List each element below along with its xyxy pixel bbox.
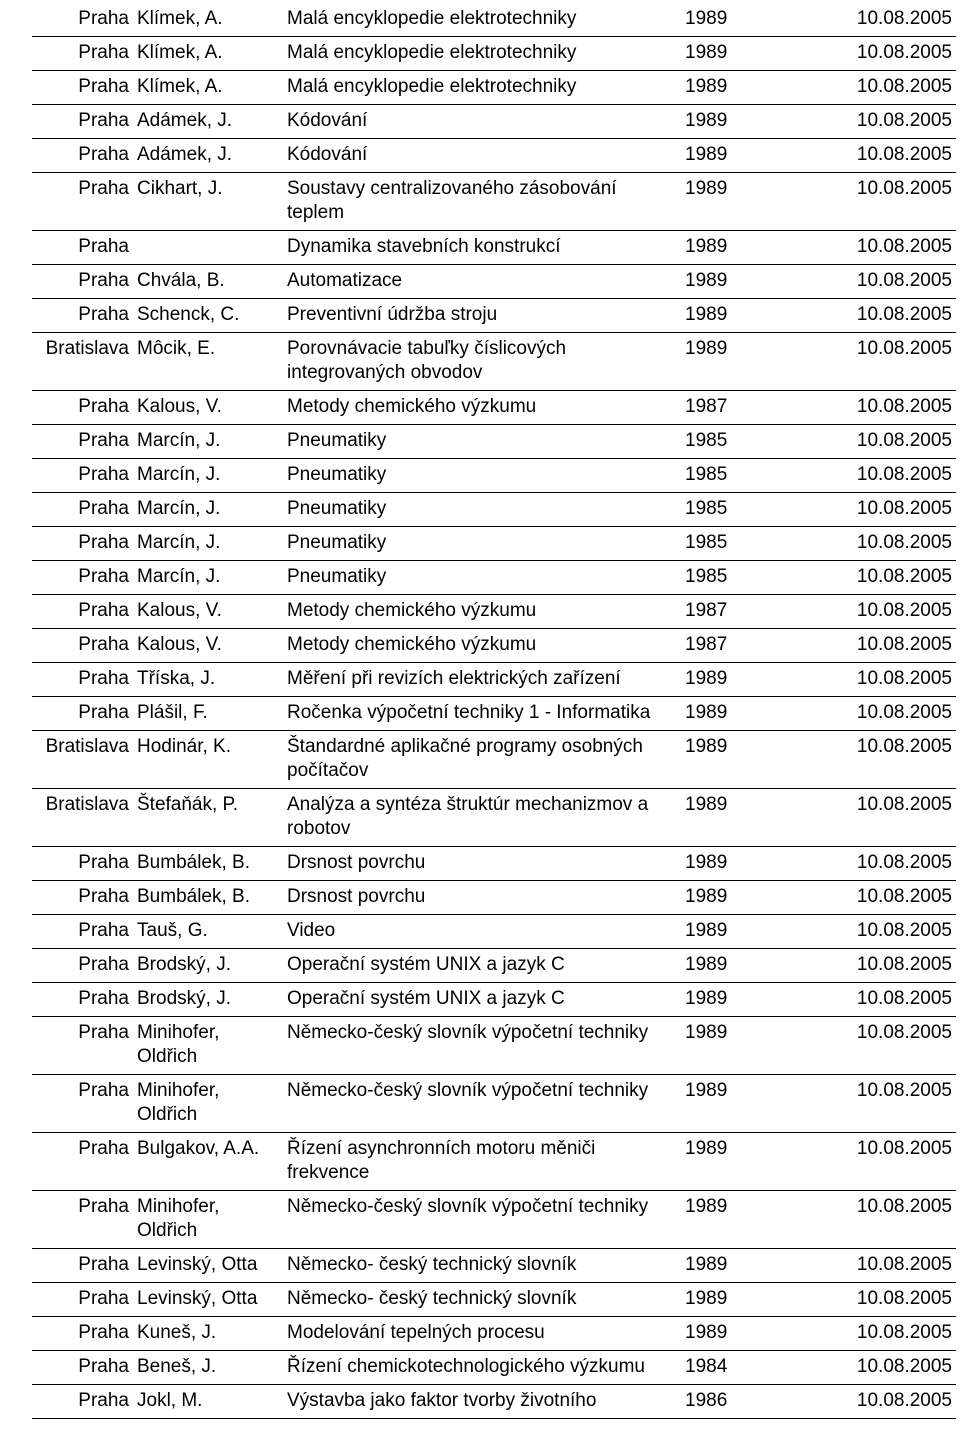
author-cell: Štefaňák, P. bbox=[133, 789, 283, 847]
year-cell: 1989 bbox=[681, 1249, 761, 1283]
date-cell: 10.08.2005 bbox=[761, 915, 956, 949]
date-cell: 10.08.2005 bbox=[761, 949, 956, 983]
table-row bbox=[32, 459, 956, 493]
date-cell: 10.08.2005 bbox=[761, 1075, 956, 1133]
city-cell: Praha bbox=[32, 1133, 133, 1191]
year-cell: 1985 bbox=[681, 493, 761, 527]
city-cell: Praha bbox=[32, 915, 133, 949]
table-row bbox=[32, 697, 956, 731]
table-row bbox=[32, 847, 956, 881]
date-cell: 10.08.2005 bbox=[761, 231, 956, 265]
title-cell: Štandardné aplikačné programy osobných počítačov bbox=[283, 731, 681, 789]
author-cell: Klímek, A. bbox=[133, 37, 283, 71]
city-cell: Praha bbox=[32, 949, 133, 983]
year-cell: 1989 bbox=[681, 731, 761, 789]
year-cell: 1989 bbox=[681, 265, 761, 299]
year-cell: 1984 bbox=[681, 1351, 761, 1385]
author-cell: Klímek, A. bbox=[133, 71, 283, 105]
year-cell: 1987 bbox=[681, 595, 761, 629]
title-cell: Malá encyklopedie elektrotechniky bbox=[283, 71, 681, 105]
title-cell: Soustavy centralizovaného zásobování teplem bbox=[283, 173, 681, 231]
date-cell: 10.08.2005 bbox=[761, 1191, 956, 1249]
table-row bbox=[32, 1283, 956, 1317]
table-row bbox=[32, 425, 956, 459]
title-cell: Německo-český slovník výpočetní techniky bbox=[283, 1017, 681, 1075]
year-cell: 1989 bbox=[681, 881, 761, 915]
author-cell: Klímek, A. bbox=[133, 3, 283, 37]
city-cell: Praha bbox=[32, 1249, 133, 1283]
author-cell: Kalous, V. bbox=[133, 391, 283, 425]
author-cell: Adámek, J. bbox=[133, 139, 283, 173]
date-cell: 10.08.2005 bbox=[761, 629, 956, 663]
title-cell: Drsnost povrchu bbox=[283, 847, 681, 881]
author-cell: Bumbálek, B. bbox=[133, 881, 283, 915]
date-cell: 10.08.2005 bbox=[761, 663, 956, 697]
table-row bbox=[32, 1385, 956, 1419]
date-cell: 10.08.2005 bbox=[761, 697, 956, 731]
year-cell: 1987 bbox=[681, 629, 761, 663]
title-cell: Operační systém UNIX a jazyk C bbox=[283, 983, 681, 1017]
author-cell: Marcín, J. bbox=[133, 459, 283, 493]
author-cell: Hodinár, K. bbox=[133, 731, 283, 789]
date-cell: 10.08.2005 bbox=[761, 71, 956, 105]
table-row bbox=[32, 391, 956, 425]
title-cell: Metody chemického výzkumu bbox=[283, 595, 681, 629]
author-cell: Tříska, J. bbox=[133, 663, 283, 697]
date-cell: 10.08.2005 bbox=[761, 493, 956, 527]
year-cell: 1989 bbox=[681, 71, 761, 105]
table-row bbox=[32, 789, 956, 847]
year-cell: 1989 bbox=[681, 983, 761, 1017]
title-cell: Řízení chemickotechnologického výzkumu bbox=[283, 1351, 681, 1385]
date-cell: 10.08.2005 bbox=[761, 391, 956, 425]
table-row bbox=[32, 1133, 956, 1191]
city-cell: Praha bbox=[32, 3, 133, 37]
author-cell: Kalous, V. bbox=[133, 629, 283, 663]
city-cell: Praha bbox=[32, 881, 133, 915]
author-cell: Kuneš, J. bbox=[133, 1317, 283, 1351]
author-cell bbox=[133, 231, 283, 265]
title-cell: Analýza a syntéza štruktúr mechanizmov a robotov bbox=[283, 789, 681, 847]
table-row bbox=[32, 595, 956, 629]
author-cell: Jokl, M. bbox=[133, 1385, 283, 1419]
date-cell: 10.08.2005 bbox=[761, 105, 956, 139]
city-cell: Praha bbox=[32, 231, 133, 265]
title-cell: Výstavba jako faktor tvorby životního bbox=[283, 1385, 681, 1419]
year-cell: 1989 bbox=[681, 37, 761, 71]
year-cell: 1989 bbox=[681, 1317, 761, 1351]
table-row bbox=[32, 561, 956, 595]
table-row bbox=[32, 1075, 956, 1133]
author-cell: Tauš, G. bbox=[133, 915, 283, 949]
title-cell: Řízení asynchronních motoru měniči frekvence bbox=[283, 1133, 681, 1191]
table-row bbox=[32, 1351, 956, 1385]
year-cell: 1985 bbox=[681, 527, 761, 561]
date-cell: 10.08.2005 bbox=[761, 459, 956, 493]
title-cell: Malá encyklopedie elektrotechniky bbox=[283, 3, 681, 37]
table-row bbox=[32, 265, 956, 299]
year-cell: 1989 bbox=[681, 299, 761, 333]
author-cell: Brodský, J. bbox=[133, 949, 283, 983]
author-cell: Cikhart, J. bbox=[133, 173, 283, 231]
city-cell: Praha bbox=[32, 629, 133, 663]
title-cell: Dynamika stavebních konstrukcí bbox=[283, 231, 681, 265]
date-cell: 10.08.2005 bbox=[761, 1283, 956, 1317]
table-row bbox=[32, 663, 956, 697]
title-cell: Preventivní údržba stroju bbox=[283, 299, 681, 333]
date-cell: 10.08.2005 bbox=[761, 847, 956, 881]
table-row bbox=[32, 173, 956, 231]
author-cell: Levinský, Otta bbox=[133, 1249, 283, 1283]
table-row bbox=[32, 983, 956, 1017]
date-cell: 10.08.2005 bbox=[761, 527, 956, 561]
table-row bbox=[32, 1017, 956, 1075]
title-cell: Pneumatiky bbox=[283, 459, 681, 493]
year-cell: 1989 bbox=[681, 1017, 761, 1075]
author-cell: Chvála, B. bbox=[133, 265, 283, 299]
author-cell: Marcín, J. bbox=[133, 493, 283, 527]
date-cell: 10.08.2005 bbox=[761, 1317, 956, 1351]
author-cell: Minihofer, Oldřich bbox=[133, 1191, 283, 1249]
table-row bbox=[32, 37, 956, 71]
date-cell: 10.08.2005 bbox=[761, 595, 956, 629]
author-cell: Brodský, J. bbox=[133, 983, 283, 1017]
year-cell: 1989 bbox=[681, 1191, 761, 1249]
year-cell: 1989 bbox=[681, 333, 761, 391]
table-row bbox=[32, 731, 956, 789]
author-cell: Schenck, C. bbox=[133, 299, 283, 333]
author-cell: Levinský, Otta bbox=[133, 1283, 283, 1317]
city-cell: Praha bbox=[32, 1075, 133, 1133]
city-cell: Praha bbox=[32, 425, 133, 459]
city-cell: Praha bbox=[32, 527, 133, 561]
title-cell: Video bbox=[283, 915, 681, 949]
date-cell: 10.08.2005 bbox=[761, 881, 956, 915]
date-cell: 10.08.2005 bbox=[761, 265, 956, 299]
date-cell: 10.08.2005 bbox=[761, 3, 956, 37]
date-cell: 10.08.2005 bbox=[761, 173, 956, 231]
title-cell: Pneumatiky bbox=[283, 527, 681, 561]
author-cell: Bumbálek, B. bbox=[133, 847, 283, 881]
title-cell: Drsnost povrchu bbox=[283, 881, 681, 915]
year-cell: 1989 bbox=[681, 789, 761, 847]
table-row bbox=[32, 881, 956, 915]
city-cell: Praha bbox=[32, 1351, 133, 1385]
city-cell: Praha bbox=[32, 847, 133, 881]
table-row bbox=[32, 333, 956, 391]
city-cell: Praha bbox=[32, 1385, 133, 1419]
title-cell: Malá encyklopedie elektrotechniky bbox=[283, 37, 681, 71]
city-cell: Praha bbox=[32, 663, 133, 697]
title-cell: Německo- český technický slovník bbox=[283, 1283, 681, 1317]
date-cell: 10.08.2005 bbox=[761, 425, 956, 459]
year-cell: 1989 bbox=[681, 949, 761, 983]
year-cell: 1989 bbox=[681, 231, 761, 265]
author-cell: Beneš, J. bbox=[133, 1351, 283, 1385]
table-row bbox=[32, 949, 956, 983]
city-cell: Praha bbox=[32, 561, 133, 595]
table-row bbox=[32, 105, 956, 139]
table-row bbox=[32, 915, 956, 949]
city-cell: Praha bbox=[32, 1317, 133, 1351]
city-cell: Bratislava bbox=[32, 333, 133, 391]
year-cell: 1989 bbox=[681, 139, 761, 173]
date-cell: 10.08.2005 bbox=[761, 1351, 956, 1385]
city-cell: Bratislava bbox=[32, 789, 133, 847]
date-cell: 10.08.2005 bbox=[761, 731, 956, 789]
city-cell: Praha bbox=[32, 71, 133, 105]
table-body bbox=[32, 3, 956, 1419]
year-cell: 1989 bbox=[681, 105, 761, 139]
table-row bbox=[32, 493, 956, 527]
author-cell: Adámek, J. bbox=[133, 105, 283, 139]
city-cell: Praha bbox=[32, 1191, 133, 1249]
year-cell: 1989 bbox=[681, 1133, 761, 1191]
city-cell: Praha bbox=[32, 1017, 133, 1075]
date-cell: 10.08.2005 bbox=[761, 561, 956, 595]
title-cell: Kódování bbox=[283, 105, 681, 139]
title-cell: Německo-český slovník výpočetní techniky bbox=[283, 1191, 681, 1249]
city-cell: Praha bbox=[32, 1283, 133, 1317]
title-cell: Operační systém UNIX a jazyk C bbox=[283, 949, 681, 983]
table-row bbox=[32, 1249, 956, 1283]
city-cell: Bratislava bbox=[32, 731, 133, 789]
author-cell: Marcín, J. bbox=[133, 561, 283, 595]
year-cell: 1989 bbox=[681, 1283, 761, 1317]
author-cell: Marcín, J. bbox=[133, 425, 283, 459]
title-cell: Modelování tepelných procesu bbox=[283, 1317, 681, 1351]
author-cell: Kalous, V. bbox=[133, 595, 283, 629]
year-cell: 1985 bbox=[681, 459, 761, 493]
city-cell: Praha bbox=[32, 983, 133, 1017]
author-cell: Marcín, J. bbox=[133, 527, 283, 561]
table-row bbox=[32, 1317, 956, 1351]
table-row bbox=[32, 527, 956, 561]
title-cell: Německo- český technický slovník bbox=[283, 1249, 681, 1283]
title-cell: Metody chemického výzkumu bbox=[283, 629, 681, 663]
table-row bbox=[32, 71, 956, 105]
catalog-table bbox=[32, 3, 956, 1419]
table-row bbox=[32, 3, 956, 37]
title-cell: Porovnávacie tabuľky číslicových integrovaných obvodov bbox=[283, 333, 681, 391]
date-cell: 10.08.2005 bbox=[761, 1133, 956, 1191]
date-cell: 10.08.2005 bbox=[761, 1249, 956, 1283]
author-cell: Minihofer, Oldřich bbox=[133, 1017, 283, 1075]
year-cell: 1989 bbox=[681, 847, 761, 881]
title-cell: Německo-český slovník výpočetní techniky bbox=[283, 1075, 681, 1133]
city-cell: Praha bbox=[32, 299, 133, 333]
table-row bbox=[32, 299, 956, 333]
city-cell: Praha bbox=[32, 265, 133, 299]
year-cell: 1989 bbox=[681, 3, 761, 37]
author-cell: Plášil, F. bbox=[133, 697, 283, 731]
date-cell: 10.08.2005 bbox=[761, 37, 956, 71]
city-cell: Praha bbox=[32, 459, 133, 493]
year-cell: 1989 bbox=[681, 173, 761, 231]
date-cell: 10.08.2005 bbox=[761, 789, 956, 847]
city-cell: Praha bbox=[32, 697, 133, 731]
author-cell: Minihofer, Oldřich bbox=[133, 1075, 283, 1133]
city-cell: Praha bbox=[32, 173, 133, 231]
date-cell: 10.08.2005 bbox=[761, 1385, 956, 1419]
table-row bbox=[32, 231, 956, 265]
city-cell: Praha bbox=[32, 139, 133, 173]
city-cell: Praha bbox=[32, 595, 133, 629]
table-row bbox=[32, 139, 956, 173]
title-cell: Kódování bbox=[283, 139, 681, 173]
year-cell: 1989 bbox=[681, 1075, 761, 1133]
date-cell: 10.08.2005 bbox=[761, 983, 956, 1017]
city-cell: Praha bbox=[32, 493, 133, 527]
year-cell: 1985 bbox=[681, 425, 761, 459]
year-cell: 1986 bbox=[681, 1385, 761, 1419]
author-cell: Môcik, E. bbox=[133, 333, 283, 391]
year-cell: 1989 bbox=[681, 663, 761, 697]
date-cell: 10.08.2005 bbox=[761, 299, 956, 333]
year-cell: 1985 bbox=[681, 561, 761, 595]
city-cell: Praha bbox=[32, 391, 133, 425]
title-cell: Metody chemického výzkumu bbox=[283, 391, 681, 425]
title-cell: Pneumatiky bbox=[283, 425, 681, 459]
date-cell: 10.08.2005 bbox=[761, 1017, 956, 1075]
table-row bbox=[32, 629, 956, 663]
date-cell: 10.08.2005 bbox=[761, 333, 956, 391]
city-cell: Praha bbox=[32, 105, 133, 139]
title-cell: Ročenka výpočetní techniky 1 - Informatika bbox=[283, 697, 681, 731]
title-cell: Pneumatiky bbox=[283, 493, 681, 527]
title-cell: Pneumatiky bbox=[283, 561, 681, 595]
title-cell: Měření při revizích elektrických zařízení bbox=[283, 663, 681, 697]
city-cell: Praha bbox=[32, 37, 133, 71]
table-row bbox=[32, 1191, 956, 1249]
year-cell: 1989 bbox=[681, 697, 761, 731]
author-cell: Bulgakov, A.A. bbox=[133, 1133, 283, 1191]
date-cell: 10.08.2005 bbox=[761, 139, 956, 173]
year-cell: 1987 bbox=[681, 391, 761, 425]
title-cell: Automatizace bbox=[283, 265, 681, 299]
year-cell: 1989 bbox=[681, 915, 761, 949]
